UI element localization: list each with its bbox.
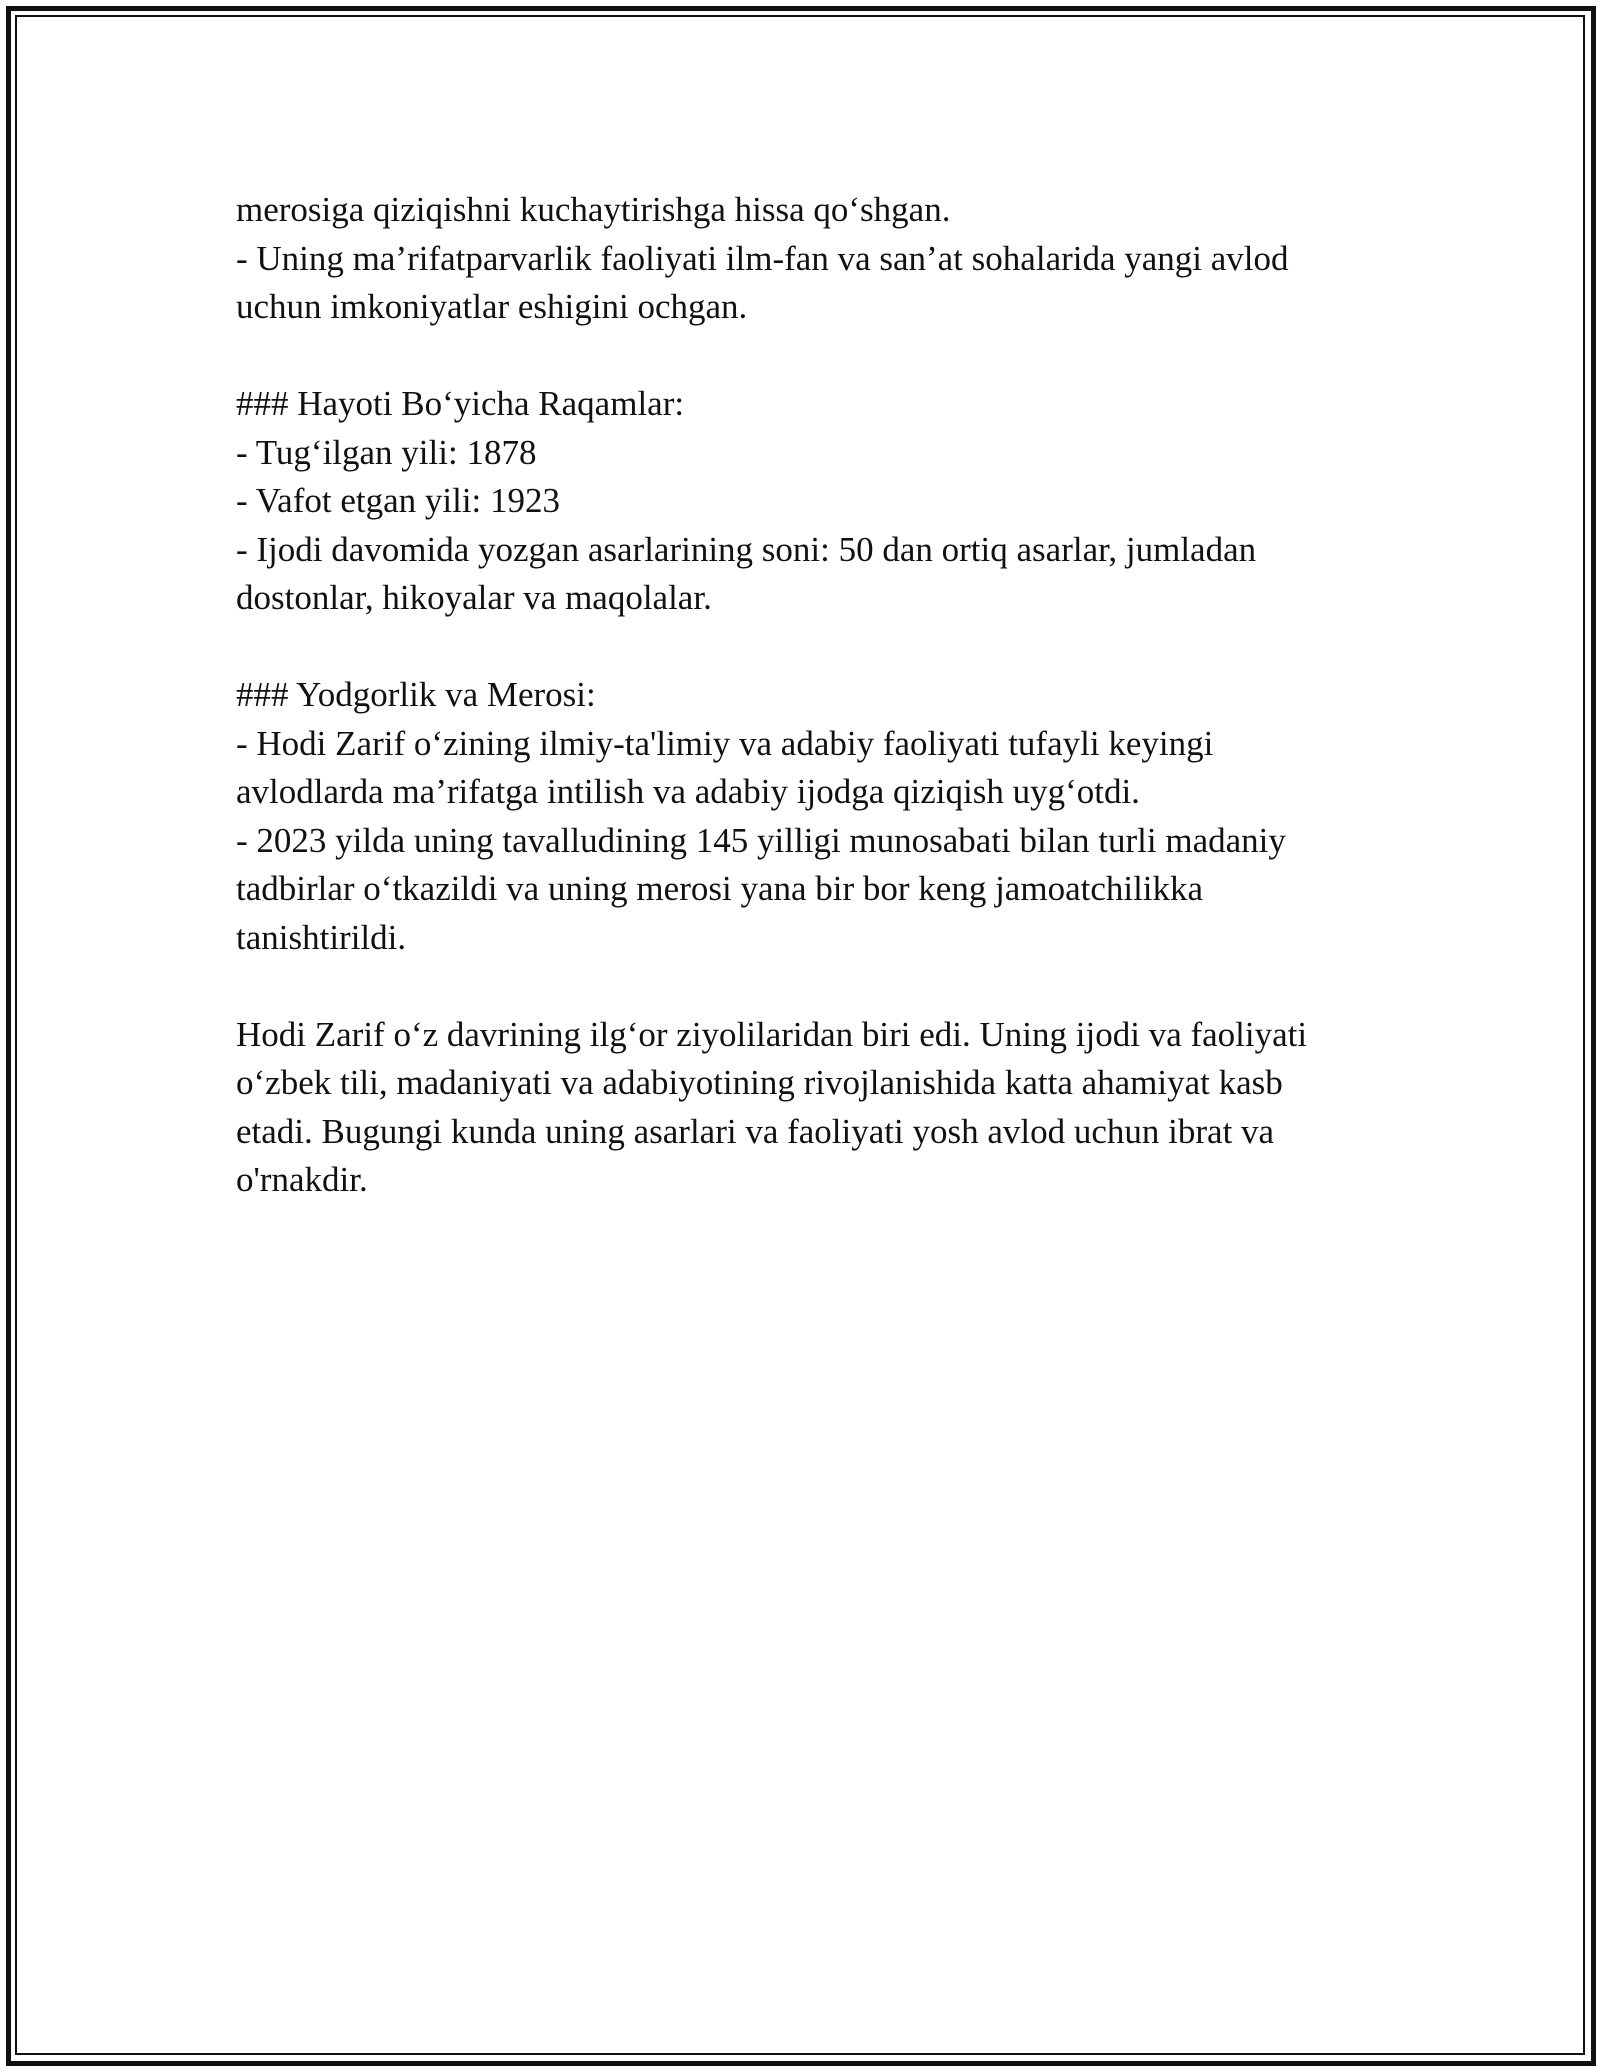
intro-paragraph [236, 186, 1366, 332]
section-legacy [236, 671, 1366, 962]
text-line: Hodi Zarif o‘z davrining ilg‘or ziyolilaridan biri edi. Uning ijodi va faoliyati [236, 1014, 1308, 1054]
text-line: - Uning ma’rifatparvarlik faoliyati ilm-fan va san’at sohalarida yangi avlod [236, 238, 1289, 278]
paragraph-gap [236, 962, 1366, 1011]
text-line: etadi. Bugungi kunda uning asarlari va faoliyati yosh avlod uchun ibrat va [236, 1111, 1275, 1151]
list-item: - Hodi Zarif o‘zining ilmiy-ta'limiy va adabiy faoliyati tufayli keyingi [236, 723, 1214, 763]
section-heading: ### Hayoti Bo‘yicha Raqamlar: [236, 384, 685, 423]
text-line: tanishtirildi. [236, 917, 407, 957]
list-item: - Ijodi davomida yozgan asarlarining soni: 50 dan ortiq asarlar, jumladan [236, 529, 1257, 569]
text-line: uchun imkoniyatlar eshigini ochgan. [236, 287, 748, 326]
conclusion-paragraph [236, 1011, 1366, 1205]
list-item: - Tug‘ilgan yili: 1878 [236, 432, 537, 472]
section-heading: ### Yodgorlik va Merosi: [236, 675, 596, 714]
text-line: avlodlarda ma’rifatga intilish va adabiy ijodga qiziqish uyg‘otdi. [236, 772, 1140, 811]
list-item: - Vafot etgan yili: 1923 [236, 481, 561, 520]
text-line: merosiga qiziqishni kuchaytirishga hissa qo‘shgan. [236, 190, 951, 229]
document-body [236, 186, 1366, 1205]
section-life-numbers [236, 380, 1366, 623]
text-line: o'rnakdir. [236, 1160, 368, 1199]
list-item: - 2023 yilda uning tavalludining 145 yilligi munosabati bilan turli madaniy [236, 820, 1286, 860]
text-line: tadbirlar o‘tkazildi va uning merosi yana bir bor keng jamoatchilikka [236, 869, 1204, 908]
paragraph-gap [236, 332, 1366, 381]
paragraph-gap [236, 623, 1366, 672]
text-line: dostonlar, hikoyalar va maqolalar. [236, 578, 712, 617]
text-line: o‘zbek tili, madaniyati va adabiyotining rivojlanishida katta ahamiyat kasb [236, 1063, 1283, 1102]
